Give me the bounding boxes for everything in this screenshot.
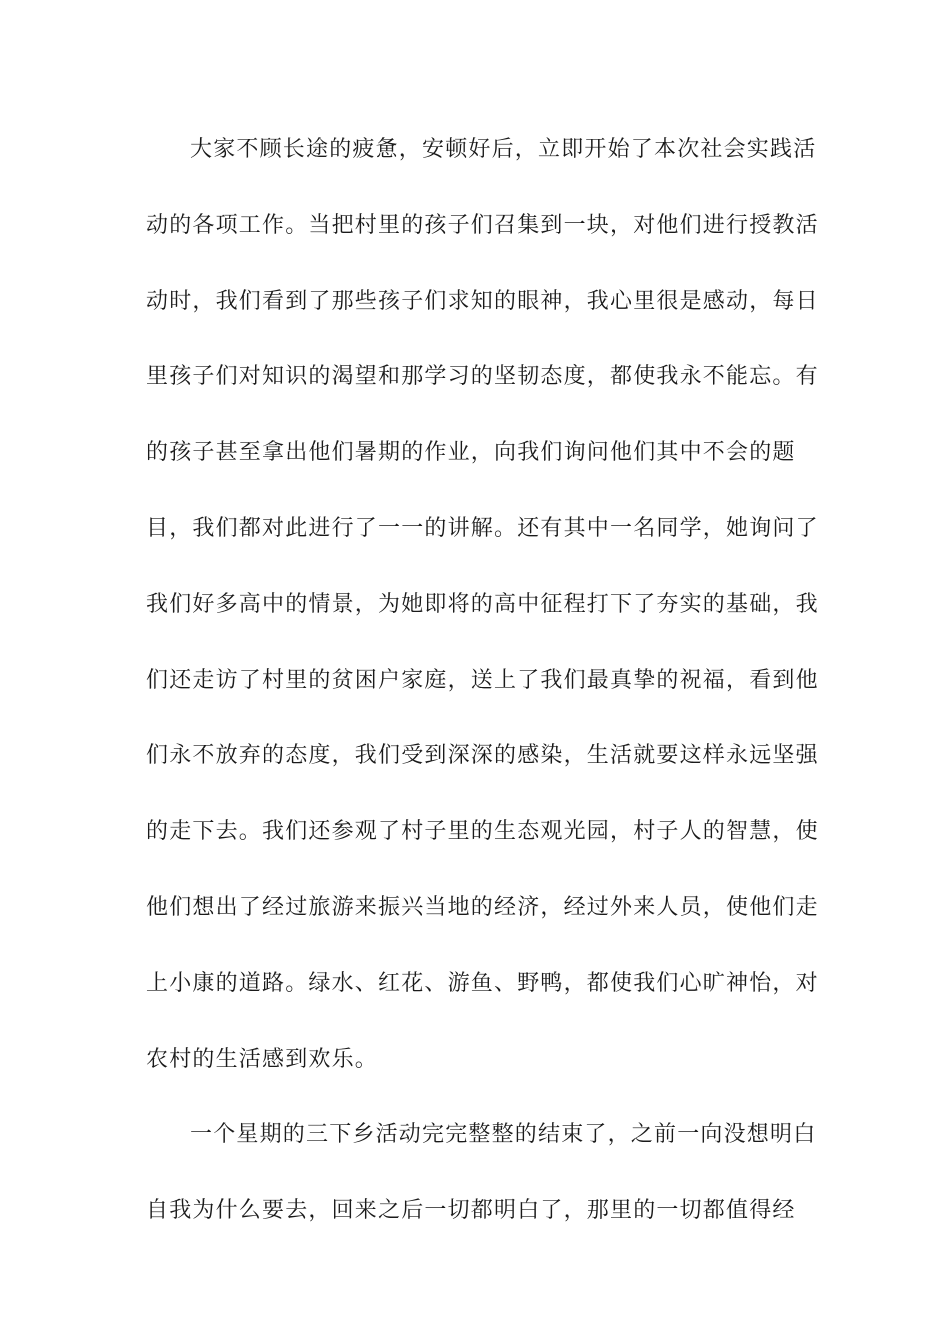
text-line: 上小康的道路。绿水、红花、游鱼、野鸭，都使我们心旷神怡，对 <box>146 970 819 996</box>
text-line: 大家不顾长途的疲惫，安顿好后，立即开始了本次社会实践活 <box>190 137 817 162</box>
text-line: 农村的生活感到欢乐。 <box>146 1046 379 1072</box>
paragraph-1 <box>146 126 819 1111</box>
text-line: 里孩子们对知识的渴望和那学习的坚韧态度，都使我永不能忘。有 <box>146 364 819 390</box>
text-line: 们还走访了村里的贫困户家庭，送上了我们最真挚的祝福，看到他 <box>146 667 819 693</box>
text-line: 自我为什么要去，回来之后一切都明白了，那里的一切都值得经 <box>146 1198 796 1224</box>
text-line: 们永不放弃的态度，我们受到深深的感染，生活就要这样永远坚强 <box>146 743 819 769</box>
text-line: 目，我们都对此进行了一一的讲解。还有其中一名同学，她询问了 <box>146 515 819 541</box>
text-line: 的走下去。我们还参观了村子里的生态观光园，村子人的智慧，使 <box>146 819 819 845</box>
body-text <box>146 126 819 1263</box>
text-line: 一个星期的三下乡活动完完整整的结束了，之前一向没想明白 <box>190 1122 817 1148</box>
paragraph-2 <box>146 1111 817 1263</box>
text-line: 我们好多高中的情景，为她即将的高中征程打下了夯实的基础，我 <box>146 591 819 617</box>
text-line: 动时，我们看到了那些孩子们求知的眼神，我心里很是感动，每日 <box>146 288 819 314</box>
text-line: 动的各项工作。当把村里的孩子们召集到一块，对他们进行授教活 <box>146 212 819 238</box>
text-line: 他们想出了经过旅游来振兴当地的经济，经过外来人员，使他们走 <box>146 894 819 920</box>
text-line: 的孩子甚至拿出他们暑期的作业，向我们询问他们其中不会的题 <box>146 440 796 466</box>
